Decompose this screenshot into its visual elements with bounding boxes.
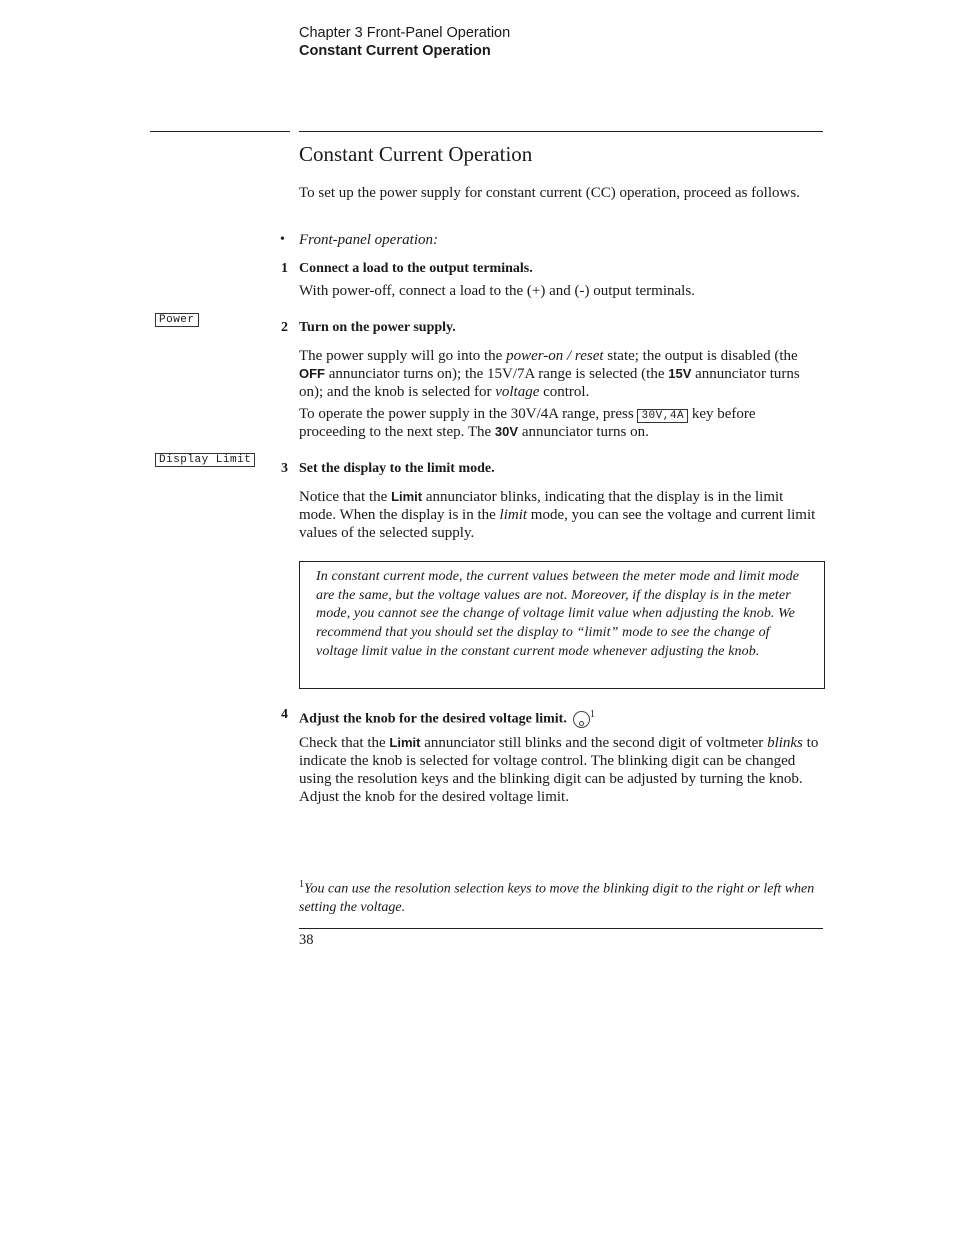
note-text: In constant current mode, the current values between the meter mode and limit mode are the same, but the voltage values are not. Moreover, if the display is in the meter mode, you cannot see the change of voltage limit value when adjusting the knob. We recommend that you should set the display to “limit” mode to see the change of voltage limit value in the constant current mode whenever adjusting the knob.	[316, 569, 800, 659]
title-rule	[299, 131, 823, 132]
step-1-title: Connect a load to the output terminals.	[299, 261, 533, 276]
footnote-ref: 1	[589, 709, 595, 720]
chapter-header: Chapter 3 Front-Panel Operation	[299, 25, 511, 41]
footnote-text: You can use the resolution selection keys to move the blinking digit to the right or left when setting the voltage.	[299, 881, 815, 916]
display-limit-key-label: Display Limit	[155, 453, 255, 467]
section-header: Constant Current Operation	[299, 43, 491, 59]
30v-4a-key: 30V,4A	[637, 409, 688, 423]
off-annunciator: OFF	[299, 366, 325, 381]
step-4-number: 4	[281, 707, 288, 722]
margin-rule	[150, 131, 290, 132]
display-limit-key	[155, 449, 255, 467]
step-3-title: Set the display to the limit mode.	[299, 461, 495, 476]
footnote	[299, 876, 823, 918]
step-2-title: Turn on the power supply.	[299, 320, 456, 335]
step-1-number: 1	[281, 261, 288, 276]
limit-annunciator: Limit	[391, 489, 423, 504]
step-3-paragraph: Notice that the Limit annunciator blinks, indicating that the display is in the limit mode. When the display is in the limit mode, you can see the voltage and current limit values of the selected supply.	[299, 489, 816, 541]
power-key	[155, 309, 199, 327]
intro-paragraph: To set up the power supply for constant current (CC) operation, proceed as follows.	[299, 185, 800, 201]
power-key-label: Power	[155, 313, 199, 327]
step-2-number: 2	[281, 320, 288, 335]
step-4-paragraph: Check that the Limit annunciator still blinks and the second digit of voltmeter blinks to indicate the knob is selected for voltage control. The blinking digit can be changed using the resolution keys and the blinking digit can be adjusted by turning the knob. Adjust the knob for the desired voltage limit.	[299, 735, 819, 805]
footer-rule	[299, 928, 823, 929]
page-title: Constant Current Operation	[299, 142, 533, 166]
knob-icon	[573, 711, 590, 728]
step-1-body: With power-off, connect a load to the (+) and (-) output terminals.	[299, 283, 695, 299]
bullet-dot: •	[280, 232, 285, 247]
note-box	[299, 561, 825, 689]
step-2-paragraph-2: To operate the power supply in the 30V/4A range, press 30V,4A key before proceeding to the next step. The 30V annunciator turns on.	[299, 406, 756, 440]
30v-annunciator: 30V	[494, 424, 519, 439]
footnote-mark: 1	[299, 879, 304, 890]
step-4-title: Adjust the knob for the desired voltage limit.	[299, 711, 567, 727]
step-2-paragraph-1: The power supply will go into the power-on / reset state; the output is disabled (the OFF annunciator turns on); the 15V/7A range is selected (the 15V annunciator turns on); and the knob is selected for voltage control.	[299, 348, 800, 400]
bullet-text: Front-panel operation:	[299, 232, 439, 248]
page-number: 38	[299, 932, 314, 948]
limit-annunciator-2: Limit	[389, 735, 421, 750]
step-4-title-line	[299, 706, 595, 729]
15v-annunciator: 15V	[668, 366, 692, 381]
step-3-number: 3	[281, 461, 288, 476]
